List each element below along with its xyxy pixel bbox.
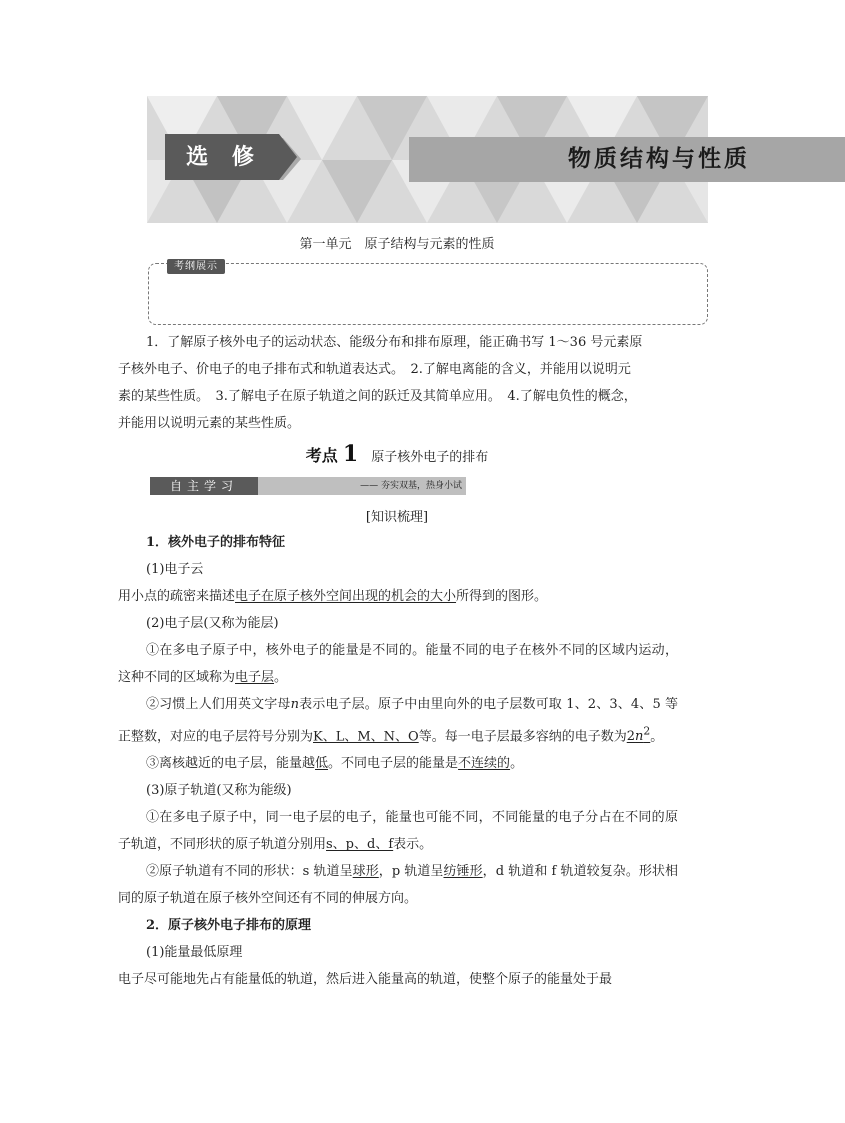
title-bar <box>409 137 845 182</box>
knowledge-heading: [知识梳理] <box>365 510 429 525</box>
section-number: 1 <box>342 441 359 467</box>
main-content <box>118 529 678 993</box>
syllabus-box <box>148 263 708 325</box>
heading-1: 1．核外电子的排布特征 <box>146 535 286 550</box>
sub-heading-4: (1)能量最低原理 <box>146 945 243 961</box>
self-study-label: 自主学习 <box>150 477 258 495</box>
paragraph-6: ②原子轨道有不同的形状：s 轨道呈球形，p 轨道呈纺锤形，d 轨道和 f 轨道较复杂。形状相同的原子轨道在原子核外空间还有不同的伸展方向。 <box>118 864 678 907</box>
heading-2: 2．原子核外电子排布的原理 <box>146 918 312 934</box>
paragraph-3: ②习惯上人们用英文字母n表示电子层。原子中由里向外的电子层数可取 1、2、3、4、5 等正整数，对应的电子层符号分别为K、L、M、N、O等。每一电子层最多容纳的电子数为$2n^2$。 <box>118 697 678 745</box>
sub-heading-1: (1)电子云 <box>146 562 204 577</box>
sub-heading-3: (3)原子轨道(又称为能级) <box>146 783 292 799</box>
syllabus-text <box>118 329 678 437</box>
elective-tag <box>165 134 305 188</box>
syllabus-line: 子核外电子、价电子的电子排布式和轨道表达式。 2.了解电离能的含义，并能用以说明元 <box>118 362 631 377</box>
paragraph-4: ③离核越近的电子层，能量越低。不同电子层的能量是不连续的。 <box>146 756 524 772</box>
elective-tag-label: 选 修 <box>186 145 262 170</box>
header-banner <box>147 96 750 223</box>
paragraph-7: 电子尽可能地先占有能量低的轨道，然后进入能量高的轨道，使整个原子的能量处于最 <box>118 972 613 988</box>
syllabus-tag: 考纲展示 <box>167 259 225 274</box>
syllabus-line: 素的某些性质。 3.了解电子在原子轨道之间的跃迁及其简单应用。 4.了解电负性的概念， <box>118 389 637 404</box>
syllabus-line: 1．了解原子核外电子的运动状态、能级分布和排布原理，能正确书写 1～36 号元素原 <box>146 335 643 350</box>
self-study-tip: —— 夯实双基，热身小试 <box>360 481 462 491</box>
unit-title: 第一单元 原子结构与元素的性质 <box>299 237 495 252</box>
paragraph-2: ①在多电子原子中，核外电子的能量是不同的。能量不同的电子在核外不同的区域内运动，这种不同的区域称为电子层。 <box>118 643 678 685</box>
sub-heading-2: (2)电子层(又称为能层) <box>146 616 279 631</box>
section-heading <box>0 439 794 469</box>
section-prefix: 考点 <box>305 446 338 465</box>
paragraph-5: ①在多电子原子中，同一电子层的电子，能量也可能不同，不同能量的电子分占在不同的原子轨道，不同形状的原子轨道分别用s、p、d、f表示。 <box>118 810 678 853</box>
self-study-band <box>150 477 466 495</box>
syllabus-line: 并能用以说明元素的某些性质。 <box>118 416 301 431</box>
paragraph-1: 用小点的疏密来描述电子在原子核外空间出现的机会的大小所得到的图形。 <box>118 589 548 604</box>
banner-title: 物质结构与性质 <box>568 146 750 172</box>
section-title: 原子核外电子的排布 <box>371 450 489 465</box>
